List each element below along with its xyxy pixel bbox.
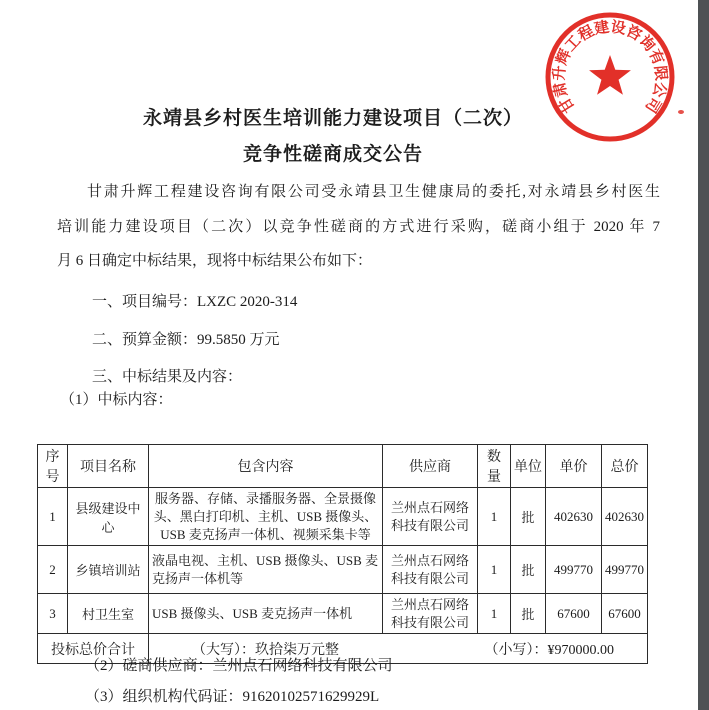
list-item-award-content-heading: （1）中标内容：	[60, 392, 173, 408]
cell-unit-price: 67600	[546, 594, 602, 634]
total-amount-in-figures: （小写）：¥970000.00	[484, 642, 614, 658]
cell-total-price: 402630	[602, 488, 648, 546]
cell-unit: 批	[511, 546, 546, 594]
cell-qty: 1	[478, 488, 511, 546]
seal-character: 肃	[551, 80, 571, 99]
award-results-table	[37, 444, 648, 664]
total-amount-in-words: （大写）：玖拾柒万元整	[192, 642, 339, 658]
cell-supplier: 兰州点石网络科技有限公司	[383, 594, 478, 634]
cell-seq: 2	[38, 546, 68, 594]
footer-org-code-line: （3）组织机构代码证：91620102571629929L	[85, 689, 380, 705]
cell-contents: 液晶电视、主机、USB 摄像头、USB 麦克扬声一体机等	[149, 546, 383, 594]
seal-character: 咨	[623, 23, 644, 45]
table-row	[38, 488, 648, 546]
seal-character: 建	[593, 19, 611, 38]
table-header-row	[38, 445, 648, 488]
col-header-unit-price: 单价	[546, 445, 602, 488]
page-edge-strip	[698, 0, 709, 710]
cell-contents: 服务器、存储、录播服务器、全景摄像头、黑白打印机、主机、USB 摄像头、USB 麦克扬声一体机、视频采集卡等	[149, 488, 383, 546]
list-item-budget: 二、预算金额：99.5850 万元	[92, 332, 280, 348]
seal-character: 公	[649, 80, 669, 99]
seal-character: 工	[562, 32, 585, 55]
document-title-line1: 永靖县乡村医生培训能力建设项目（二次）	[142, 108, 523, 129]
table-row	[38, 546, 648, 594]
cell-total-price: 67600	[602, 594, 648, 634]
cell-seq: 3	[38, 594, 68, 634]
cell-unit-price: 499770	[546, 546, 602, 594]
seal-character: 设	[609, 19, 627, 38]
cell-contents: USB 摄像头、USB 麦克扬声一体机	[149, 594, 383, 634]
seal-character: 程	[576, 23, 597, 45]
col-header-contents: 包含内容	[149, 445, 383, 488]
cell-unit: 批	[511, 488, 546, 546]
col-header-project-name: 项目名称	[68, 445, 149, 488]
cell-supplier: 兰州点石网络科技有限公司	[383, 546, 478, 594]
seal-character: 升	[551, 64, 569, 82]
list-item-result-heading: 三、中标结果及内容：	[92, 369, 243, 385]
seal-ink-speck	[678, 110, 684, 114]
document-title-line2: 竞争性磋商成交公告	[242, 144, 423, 165]
cell-total-price: 499770	[602, 546, 648, 594]
seal-character: 辉	[554, 47, 575, 68]
seal-character: 甘	[556, 93, 579, 116]
seal-character: 限	[651, 64, 669, 82]
cell-qty: 1	[478, 594, 511, 634]
col-header-seq: 序号	[38, 445, 68, 488]
paragraph-line: 培训能力建设项目（二次）以竞争性磋商的方式进行采购，磋商小组于 2020 年 7	[57, 218, 660, 235]
cell-project-name: 乡镇培训站	[68, 546, 149, 594]
intro-paragraph	[57, 175, 660, 279]
cell-unit: 批	[511, 594, 546, 634]
cell-project-name: 村卫生室	[68, 594, 149, 634]
col-header-unit: 单位	[511, 445, 546, 488]
footer-supplier-line: （2）磋商供应商：兰州点石网络科技有限公司	[85, 658, 393, 674]
list-item-project-number: 一、项目编号：LXZC 2020-314	[92, 294, 298, 310]
seal-star-icon	[589, 55, 631, 95]
col-header-total-price: 总价	[602, 445, 648, 488]
total-label: 投标总价合计	[38, 634, 149, 664]
seal-character: 司	[641, 93, 664, 116]
cell-seq: 1	[38, 488, 68, 546]
cell-project-name: 县级建设中心	[68, 488, 149, 546]
cell-unit-price: 402630	[546, 488, 602, 546]
cell-qty: 1	[478, 546, 511, 594]
table-row	[38, 594, 648, 634]
col-header-qty: 数量	[478, 445, 511, 488]
paragraph-line: 月 6 日确定中标结果，现将中标结果公布如下：	[57, 253, 373, 269]
seal-character: 询	[635, 32, 658, 55]
cell-supplier: 兰州点石网络科技有限公司	[383, 488, 478, 546]
seal-character: 有	[645, 47, 666, 68]
col-header-supplier: 供应商	[383, 445, 478, 488]
paragraph-line: 甘肃升辉工程建设咨询有限公司受永靖县卫生健康局的委托,对永靖县乡村医生	[87, 184, 660, 200]
